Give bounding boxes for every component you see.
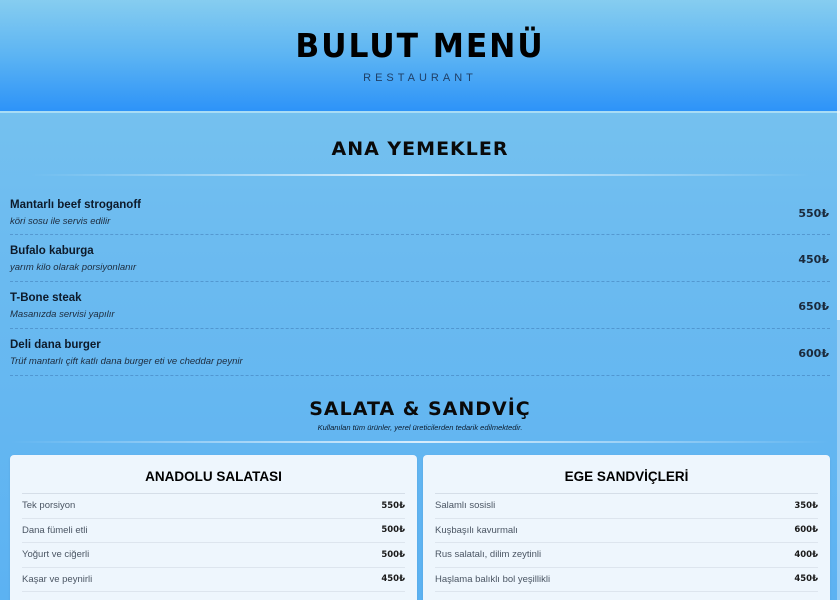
salad-sandwich-section: [0, 376, 840, 600]
site-title: BULUT MENÜ: [295, 26, 545, 65]
section-title: SALATA & SANDVİÇ: [309, 398, 531, 420]
row-price: 600₺: [794, 525, 818, 536]
card-row: [435, 494, 818, 519]
card-title: EGE SANDVİÇLERİ: [435, 455, 818, 494]
main-dishes-list: [10, 190, 830, 376]
row-name: Haşlama balıklı bol yeşillikli: [435, 573, 551, 585]
menu-cards: [0, 455, 840, 600]
row-name: Rus salatalı, dilim zeytinli: [435, 549, 542, 561]
item-price: 550₺: [798, 206, 829, 220]
site-header: [0, 0, 840, 113]
row-price: 500₺: [381, 549, 405, 560]
item-name: Mantarlı beef stroganoff: [10, 199, 141, 211]
item-description: Masanızda servisi yapılır: [10, 309, 115, 320]
item-name: Deli dana burger: [10, 339, 101, 351]
item-description: Trüf mantarlı çift katlı dana burger eti ve cheddar peynir: [10, 356, 243, 367]
menu-item: [10, 235, 830, 282]
card-row: [435, 568, 818, 593]
menu-card-ege-sandvicleri: [423, 455, 830, 600]
row-name: Tek porsiyon: [22, 500, 76, 512]
card-row: [22, 568, 405, 593]
menu-item: [10, 190, 830, 235]
item-description: yarım kilo olarak porsiyonlanır: [10, 262, 137, 273]
item-price: 650₺: [798, 299, 829, 313]
row-name: Salamlı sosisli: [435, 500, 496, 512]
row-price: 550₺: [381, 500, 405, 511]
row-name: Yoğurt ve ciğerli: [22, 549, 90, 561]
main-dishes-section: [0, 113, 840, 376]
row-price: 400₺: [794, 549, 818, 560]
card-row: [22, 543, 405, 568]
card-title: ANADOLU SALATASI: [22, 455, 405, 494]
item-price: 450₺: [798, 252, 829, 266]
menu-item: [10, 329, 830, 376]
section-note: Kullanılan tüm ürünler, yerel üreticilerden tedarik edilmektedir.: [317, 423, 523, 432]
row-name: Kaşar ve peynirli: [22, 573, 93, 585]
row-name: Dana fümeli etli: [22, 524, 88, 536]
row-price: 450₺: [794, 574, 818, 585]
item-description: köri sosu ile servis edilir: [10, 216, 111, 227]
menu-item: [10, 282, 830, 329]
section-title: ANA YEMEKLER: [331, 138, 509, 160]
site-subtitle: RESTAURANT: [363, 72, 477, 84]
card-row: [435, 543, 818, 568]
item-name: Bufalo kaburga: [10, 245, 94, 257]
row-price: 350₺: [794, 500, 818, 511]
section-divider: [10, 441, 830, 443]
row-price: 500₺: [381, 525, 405, 536]
menu-card-anadolu-salatasi: [10, 455, 417, 600]
item-price: 600₺: [798, 346, 829, 360]
section-divider: [30, 174, 810, 176]
card-row: [22, 494, 405, 519]
card-row: [435, 519, 818, 544]
row-name: Kuşbaşılı kavurmalı: [435, 524, 518, 536]
item-name: T-Bone steak: [10, 292, 82, 304]
row-price: 450₺: [381, 574, 405, 585]
card-row: [22, 519, 405, 544]
